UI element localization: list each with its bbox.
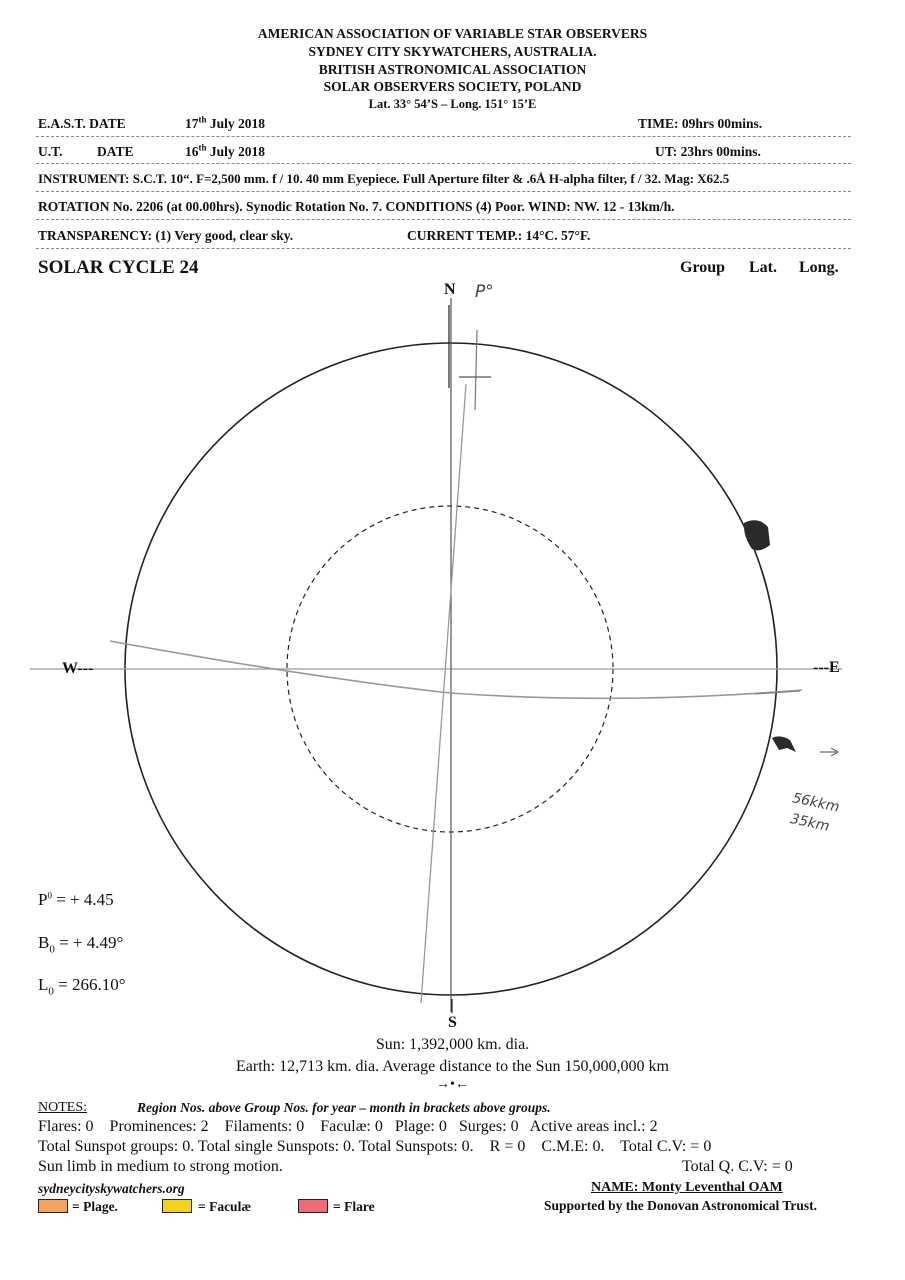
notes-line-2: Total Sunspot groups: 0. Total single Sunspots: 0. Total Sunspots: 0. R = 0 C.M.E: 0. Total C.V: = 0: [38, 1138, 712, 1155]
east-time: TIME: 09hrs 00mins.: [638, 116, 763, 131]
east-date-label: E.A.S.T. DATE: [38, 116, 126, 131]
flare-legend-label: = Flare: [333, 1199, 375, 1214]
earth-info: Earth: 12,713 km. dia. Average distance to the Sun 150,000,000 km: [236, 1058, 669, 1075]
ut-time: UT: 23hrs 00mins.: [655, 144, 761, 159]
height-note-1: 56kkm: [790, 790, 841, 816]
observer-name: NAME: Monty Leventhal OAM: [591, 1180, 783, 1195]
transparency: TRANSPARENCY: (1) Very good, clear sky.: [38, 228, 294, 243]
notes-line-3: Sun limb in medium to strong motion.: [38, 1158, 283, 1175]
long-header: Long.: [799, 259, 839, 276]
notes-line-1: Flares: 0 Prominences: 2 Filaments: 0 Faculæ: 0 Plage: 0 Surges: 0 Active areas incl.: 2: [38, 1118, 658, 1135]
east-label: ---E: [813, 659, 840, 676]
lat-header: Lat.: [749, 259, 777, 276]
south-label: S: [448, 1014, 457, 1031]
solar-equator-line: [110, 641, 802, 698]
ut-date-value: 16th July 2018: [185, 142, 266, 159]
ut-date-label: DATE: [97, 144, 134, 159]
p0-parameter: $P^0$ = + 4.45: [38, 890, 114, 909]
faculae-swatch: [162, 1199, 192, 1213]
solar-cycle-title: SOLAR CYCLE 24: [38, 257, 199, 278]
notes-label: NOTES:: [38, 1100, 87, 1115]
current-temp: CURRENT TEMP.: 14°C. 57°F.: [407, 228, 591, 243]
west-label: W---: [62, 660, 94, 677]
instrument: INSTRUMENT: S.C.T. 10“. F=2,500 mm. f / 10. 40 mm Eyepiece. Full Aperture filter & .6Å H-alpha filter, f / 32. Mag: X62.5: [38, 171, 730, 186]
prominence-lower: [772, 736, 796, 752]
rotation: ROTATION No. 2206 (at 00.00hrs). Synodic Rotation No. 7. CONDITIONS (4) Poor. WIND: NW. 12 - 13km/h.: [38, 199, 675, 214]
header-line-1: AMERICAN ASSOCIATION OF VARIABLE STAR OBSERVERS: [257, 26, 648, 41]
plage-swatch: [38, 1199, 68, 1213]
flare-swatch: [298, 1199, 328, 1213]
prominence-upper: [744, 520, 770, 550]
website: sydneycityskywatchers.org: [38, 1181, 185, 1196]
height-note-2: 35km: [788, 811, 831, 835]
east-date-value: 17th July 2018: [185, 114, 266, 131]
header-line-3: BRITISH ASTRONOMICAL ASSOCIATION: [318, 62, 587, 77]
total-q-cv: Total Q. C.V: = 0: [682, 1158, 793, 1175]
support-note: Supported by the Donovan Astronomical Trust.: [544, 1198, 818, 1213]
faculae-legend-label: = Faculæ: [198, 1199, 252, 1214]
group-header: Group: [680, 259, 726, 276]
header-line-4: SOLAR OBSERVERS SOCIETY, POLAND: [323, 79, 582, 94]
ut-label: U.T.: [38, 144, 63, 159]
header-line-2: SYDNEY CITY SKYWATCHERS, AUSTRALIA.: [308, 44, 597, 59]
p0-mark: [475, 330, 477, 410]
north-label: N: [444, 281, 456, 298]
p0-handwritten: P°: [475, 282, 494, 302]
location: Lat. 33° 54’S – Long. 151° 15’E: [368, 97, 537, 111]
plage-legend-label: = Plage.: [72, 1199, 118, 1214]
b0-parameter: $B_0$ = + 4.49°: [38, 933, 124, 956]
notes-subtitle: Region Nos. above Group Nos. for year – month in brackets above groups.: [137, 1100, 551, 1115]
scale-symbol: →•←: [436, 1077, 469, 1092]
l0-parameter: $L_0 = 266.10^\circ$: [38, 975, 126, 998]
sun-diameter: Sun: 1,392,000 km. dia.: [375, 1036, 530, 1053]
